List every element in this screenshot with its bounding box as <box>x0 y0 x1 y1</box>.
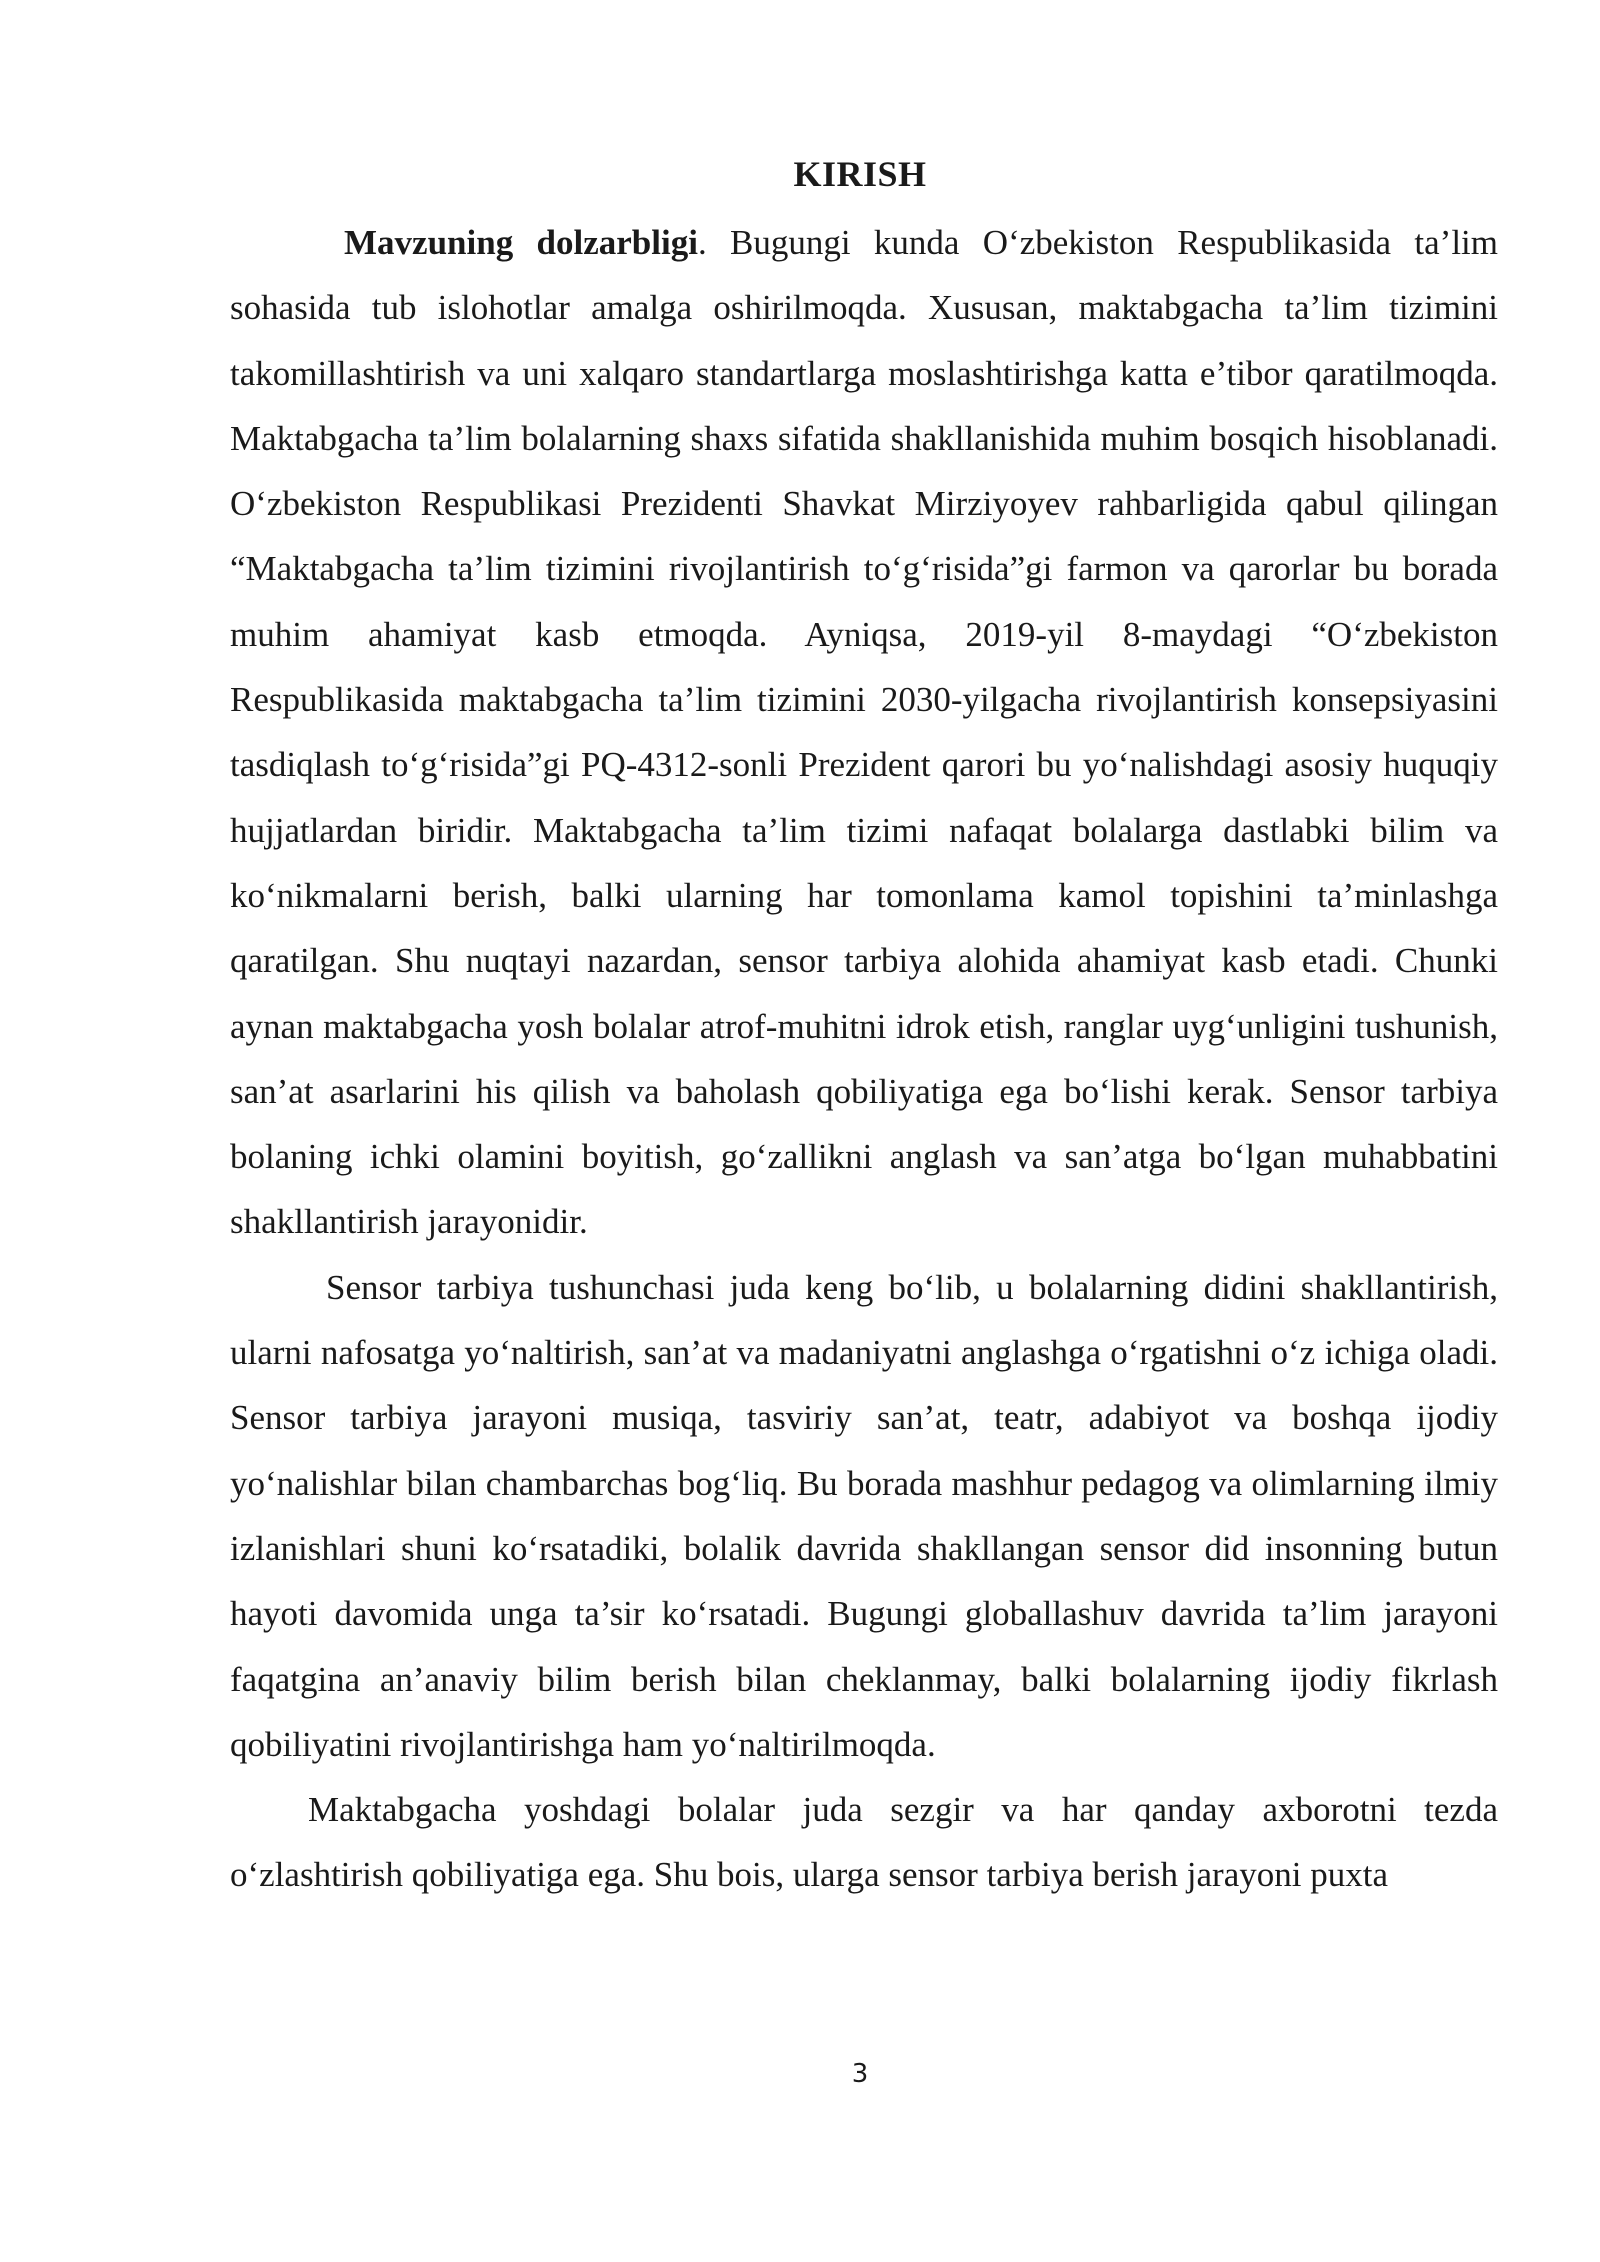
paragraph-text: Sensor tarbiya tushunchasi juda keng bo‘lib, u bolalarning didini shakllantirish, ularni nafosatga yo‘naltirish, san’at va madaniyatni anglashga o‘rgatishni o‘z ichiga oladi. Sensor tarbiya jarayoni musiqa, tasviriy san’at, teatr, adabiyot va boshqa ijodiy yo‘nalishlar bilan chambarchas bog‘liq. Bu borada mashhur pedagog va olimlarning ilmiy izlanishlari shuni ko‘rsatadiki, bolalik davrida shakllangan sensor did insonning butun hayoti davomida unga ta’sir ko‘rsatadi. Bugungi globallashuv davrida ta’lim jarayoni faqatgina an’anaviy bilim berish bilan cheklanmay, balki bolalarning ijodiy fikrlash qobiliyatini rivojlantirishga ham yo‘naltirilmoqda. <box>230 1267 1498 1764</box>
paragraph-sensor-education <box>230 1255 1498 1777</box>
paragraph-preschool-children <box>230 1777 1498 1908</box>
section-heading: KIRISH <box>793 154 927 194</box>
page-number: 3 <box>851 2059 869 2089</box>
paragraph-text: Maktabgacha yoshdagi bolalar juda sezgir va har qanday axborotni tezda o‘zlashtirish qobiliyatiga ega. Shu bois, ularga sensor tarbiya berish jarayoni puxta <box>230 1790 1498 1895</box>
paragraph-lead-term: Mavzuning dolzarbligi <box>344 223 698 262</box>
paragraph-relevance <box>230 210 1498 1255</box>
body-text <box>230 210 1498 1908</box>
paragraph-text: . Bugungi kunda O‘zbekiston Respublikasida ta’lim sohasida tub islohotlar amalga oshirilmoqda. Xususan, maktabgacha ta’lim tizimini takomillashtirish va uni xalqaro standartlarga moslashtirishga katta e’tibor qaratilmoqda. Maktabgacha ta’lim bolalarning shaxs sifatida shakllanishida muhim bosqich hisoblanadi. O‘zbekiston Respublikasi Prezidenti Shavkat Mirziyoyev rahbarligida qabul qilingan “Maktabgacha ta’lim tizimini rivojlantirish to‘g‘risida”gi farmon va qarorlar bu borada muhim ahamiyat kasb etmoqda. Ayniqsa, 2019-yil 8-maydagi “O‘zbekiston Respublikasida maktabgacha ta’lim tizimini 2030-yilgacha rivojlantirish konsepsiyasini tasdiqlash to‘g‘risida”gi PQ-4312-sonli Prezident qarori bu yo‘nalishdagi asosiy huquqiy hujjatlardan biridir. Maktabgacha ta’lim tizimi nafaqat bolalarga dastlabki bilim va ko‘nikmalarni berish, balki ularning har tomonlama kamol topishini ta’minlashga qaratilgan. Shu nuqtayi nazardan, sensor tarbiya alohida ahamiyat kasb etadi. Chunki aynan maktabgacha yosh bolalar atrof-muhitni idrok etish, ranglar uyg‘unligini tushunish, san’at asarlarini his qilish va baholash qobiliyatiga ega bo‘lishi kerak. Sensor tarbiya bolaning ichki olamini boyitish, go‘zallikni anglash va san’atga bo‘lgan muhabbatini shakllantirish jarayonidir. <box>230 223 1499 1242</box>
